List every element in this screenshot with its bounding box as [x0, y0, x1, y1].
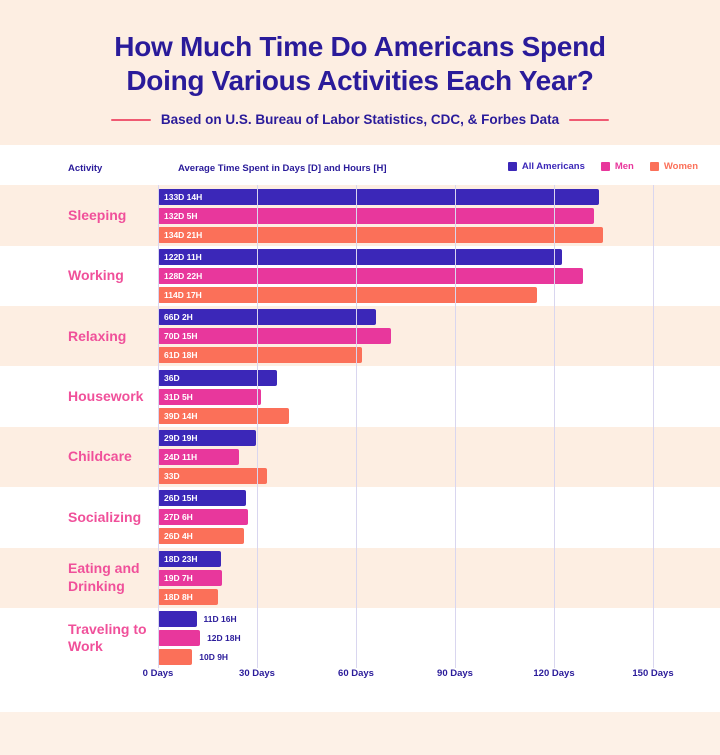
page-subtitle: Based on U.S. Bureau of Labor Statistics, CDC, & Forbes Data — [160, 112, 560, 128]
title-line-1: How Much Time Do Americans Spend — [114, 31, 606, 62]
gridline-60 — [356, 185, 357, 668]
bar-value-label: 26D 15H — [164, 493, 198, 504]
gridline-150 — [653, 185, 654, 668]
bar-value-label: 19D 7H — [164, 572, 193, 583]
bar-value-label: 12D 18H — [207, 633, 241, 644]
column-header-activity: Activity — [68, 163, 103, 175]
gridline-0 — [158, 185, 159, 668]
category-label-childcare: Childcare — [68, 448, 132, 465]
gridline-120 — [554, 185, 555, 668]
legend-item-all-americans — [508, 161, 585, 172]
legend-label-all-americans: All Americans — [521, 161, 585, 173]
x-tick-label-0: 0 Days — [142, 668, 174, 680]
x-tick-label-150: 150 Days — [632, 668, 674, 680]
legend-item-women — [650, 161, 698, 172]
bar-value-label: 18D 8H — [164, 591, 193, 602]
legend-label-women: Women — [663, 161, 698, 173]
bar-value-label: 122D 11H — [164, 251, 202, 262]
category-label-relaxing: Relaxing — [68, 327, 127, 344]
page-title — [40, 30, 680, 98]
bar-value-label: 66D 2H — [164, 312, 193, 323]
bar-value-label: 29D 19H — [164, 433, 198, 443]
subtitle-row — [40, 112, 680, 127]
legend-swatch-all-americans — [508, 162, 517, 171]
bar-value-label: 10D 9H — [199, 652, 229, 663]
bar-value-label: 39D 14H — [164, 410, 198, 421]
category-label-working: Working — [68, 267, 124, 284]
rule-right-decoration — [569, 119, 609, 121]
bar-value-label: 114D 17H — [164, 289, 202, 300]
bar-value-label: 128D 22H — [164, 270, 203, 281]
x-tick-label-90: 90 Days — [437, 668, 473, 680]
legend-item-men — [601, 161, 634, 172]
bar-value-label: 27D 6H — [164, 512, 193, 523]
x-axis — [142, 668, 686, 690]
category-label-housework: Housework — [68, 387, 144, 404]
bar-value-label: 33D — [164, 471, 180, 481]
bar-value-label: 132D 5H — [164, 210, 198, 221]
bar-value-label: 24D 11H — [164, 452, 198, 462]
x-tick-label-30: 30 Days — [239, 668, 275, 680]
x-tick-label-120: 120 Days — [533, 668, 575, 680]
bar-value-label: 134D 21H — [164, 229, 203, 240]
gridline-90 — [455, 185, 456, 668]
header — [0, 0, 720, 145]
category-label-socializing: Socializing — [68, 508, 142, 525]
plot-gridlines — [158, 185, 686, 668]
bar-value-label: 11D 16H — [203, 614, 237, 625]
gridline-30 — [257, 185, 258, 668]
rule-left-decoration — [111, 119, 151, 121]
chart-panel — [0, 145, 720, 712]
legend-swatch-women — [650, 162, 659, 171]
category-label-sleeping: Sleeping — [68, 206, 127, 223]
bar-value-label: 36D — [164, 372, 180, 383]
bar-value-label: 133D 14H — [164, 191, 203, 202]
title-line-2: Doing Various Activities Each Year? — [126, 65, 594, 97]
chart-legend — [508, 161, 698, 172]
bar-value-label: 61D 18H — [164, 350, 198, 361]
bar-value-label: 31D 5H — [164, 391, 193, 402]
bar-value-label: 26D 4H — [164, 531, 193, 542]
legend-label-men: Men — [614, 161, 634, 173]
column-header-average: Average Time Spent in Days [D] and Hours [H] — [178, 163, 387, 175]
bar-value-label: 18D 23H — [164, 553, 198, 564]
category-label-eating-and-drinking: Eating and Drinking — [68, 560, 140, 594]
x-tick-label-60: 60 Days — [338, 668, 374, 680]
legend-swatch-men — [601, 162, 610, 171]
bar-value-label: 70D 15H — [164, 331, 198, 342]
category-label-traveling-to-work: Traveling to Work — [68, 620, 147, 655]
